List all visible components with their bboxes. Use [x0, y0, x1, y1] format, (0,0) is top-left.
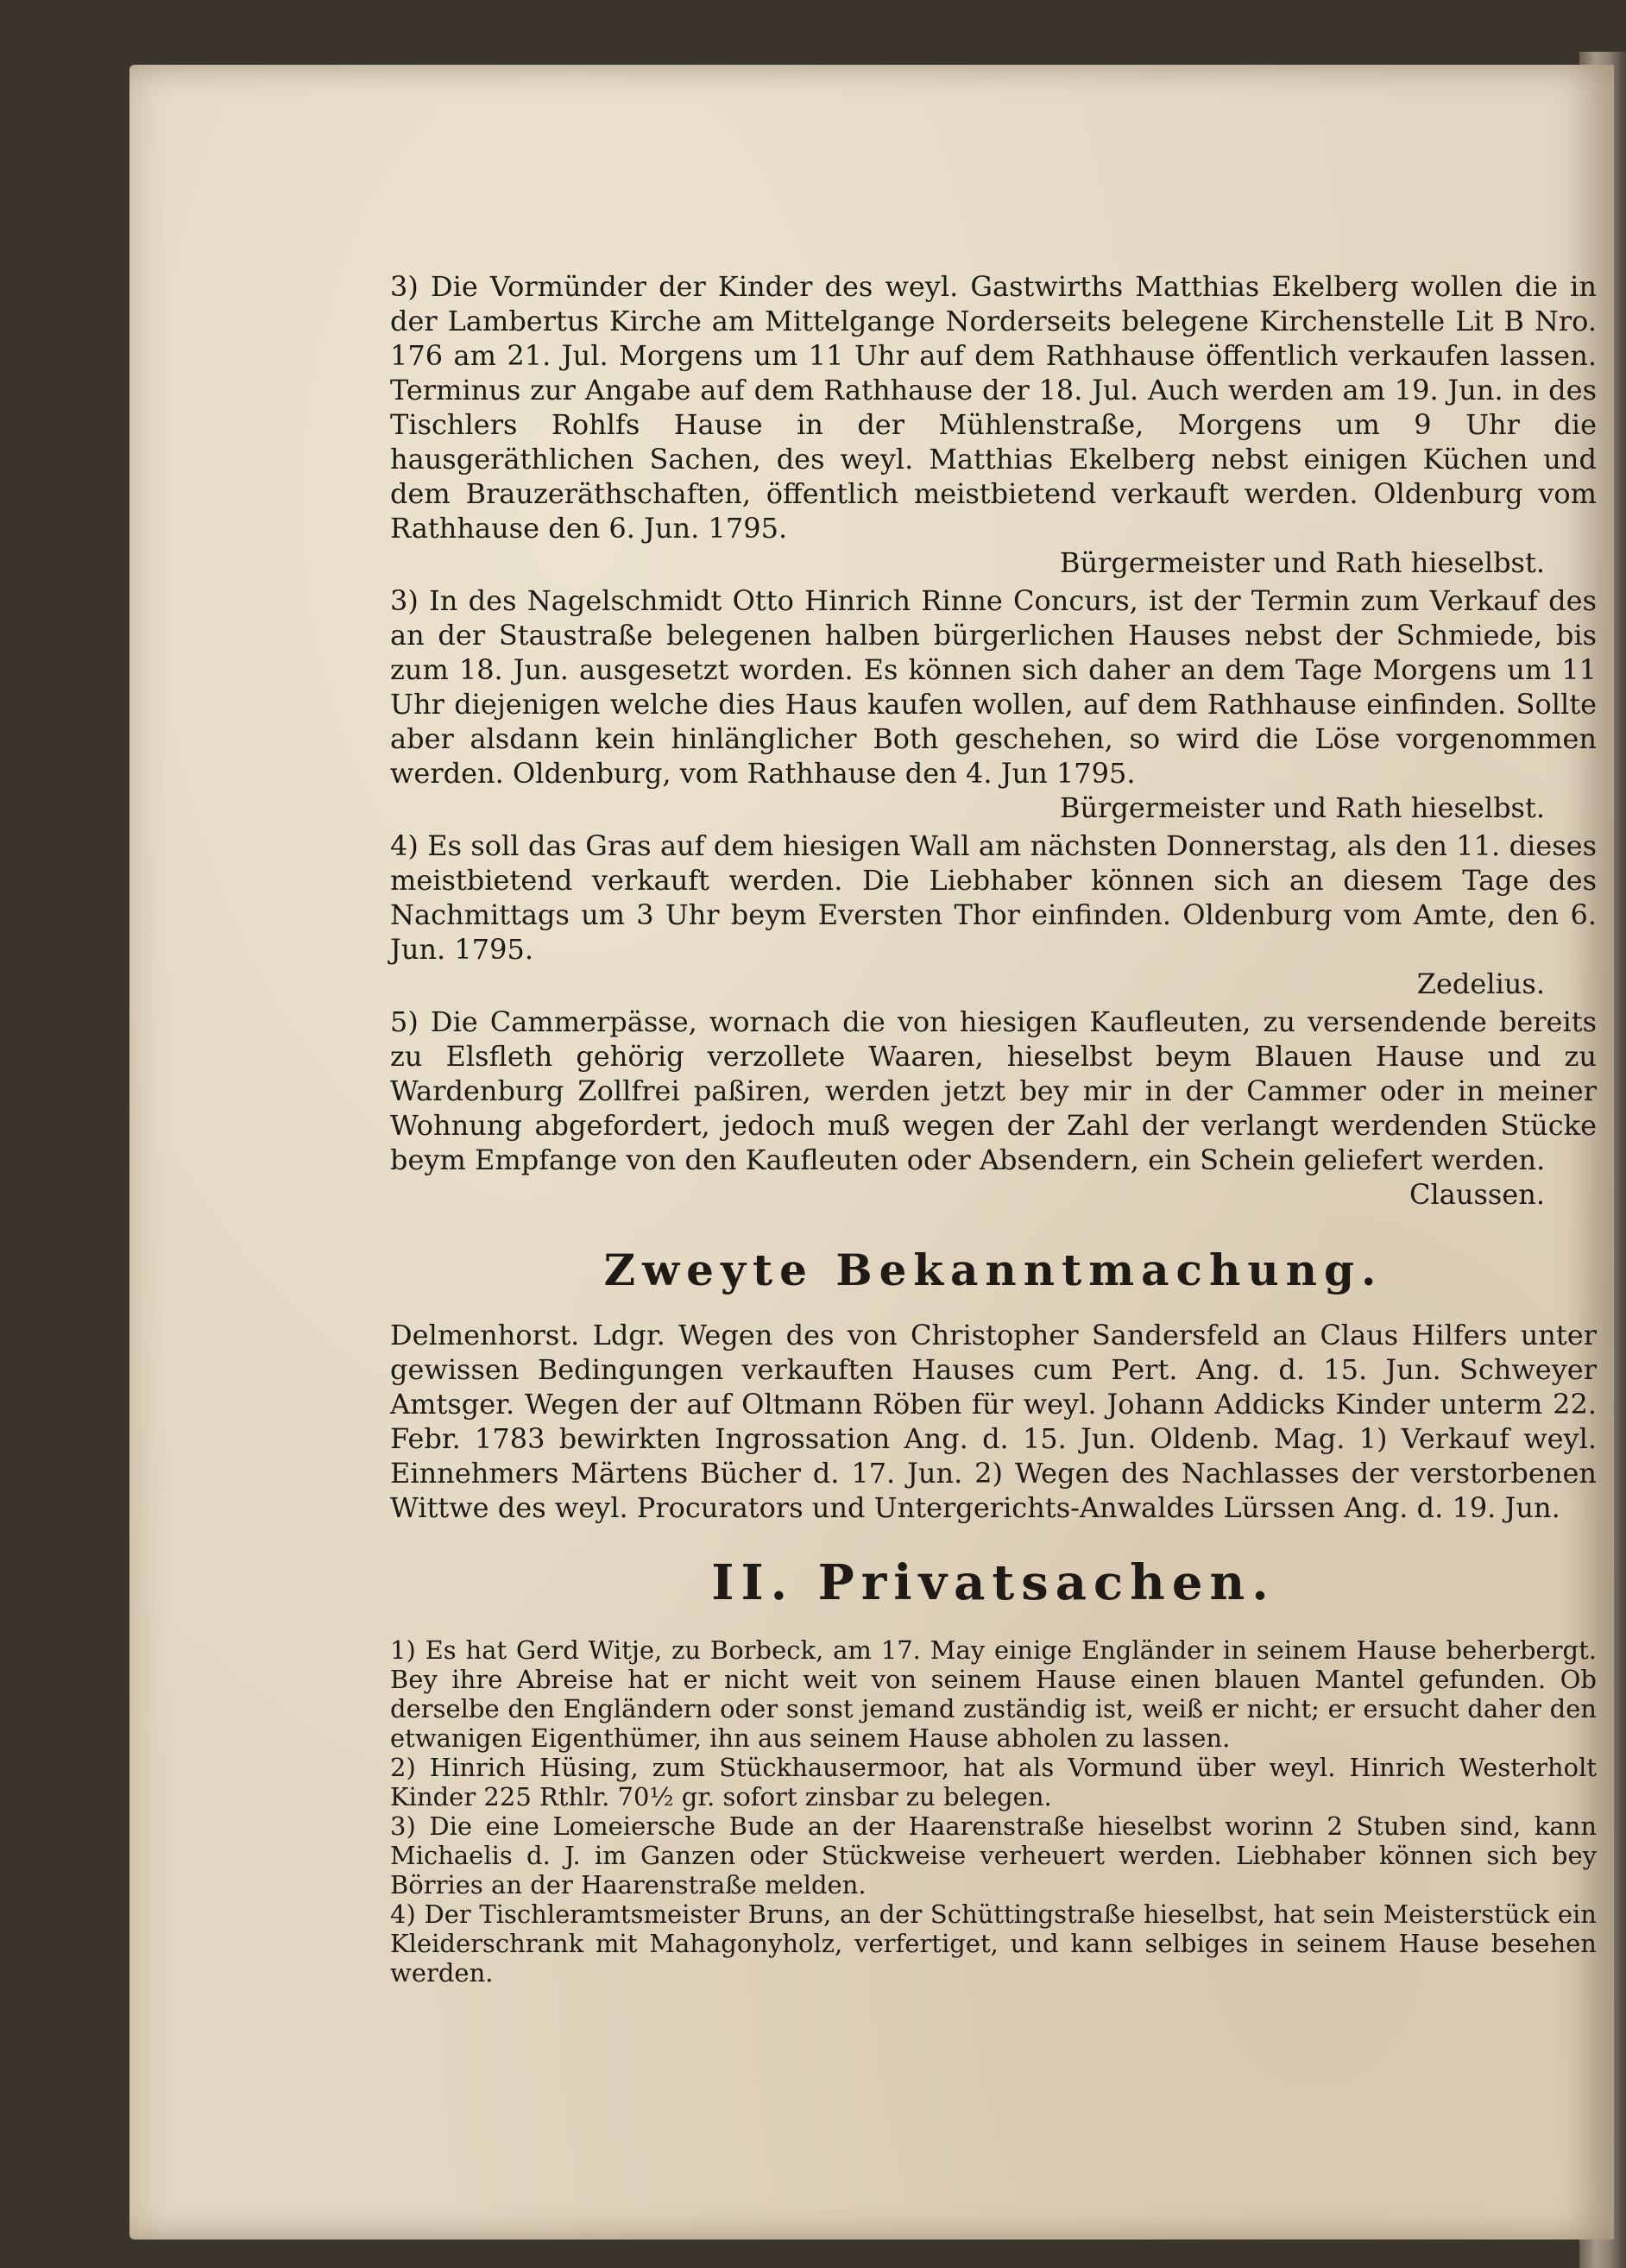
notice-signature: Bürgermeister und Rath hieselbst.: [1059, 791, 1545, 824]
court-notices: Delmenhorst. Ldgr. Wegen des von Christopher Sandersfeld an Claus Hilfers unter gewissen Bedingungen verkauften Hauses cum Pert. Ang. d. 15. Jun. Schweyer Amtsger. Wegen der auf Oltmann Röben für weyl. Johann Addicks Kinder unterm 22. Febr. 1783 bewirkten Ingrossation Ang. d. 15. Jun. Oldenb. Mag. 1) Verkauf weyl. Einnehmers Märtens Bücher d. 17. Jun. 2) Wegen des Nachlasses der verstorbenen Wittwe des weyl. Procurators und Untergerichts-Anwaldes Lürssen Ang. d. 19. Jun.: [390, 1319, 1597, 1524]
notice-item: [390, 269, 1597, 580]
private-item: 3) Die eine Lomeiersche Bude an der Haarenstraße hieselbst worinn 2 Stuben sind, kann Michaelis d. J. im Ganzen oder Stückweise verheuert werden. Liebhaber können sich bey Börries an der Haarenstraße melden.: [390, 1811, 1597, 1899]
notice-signature: Bürgermeister und Rath hieselbst.: [1059, 546, 1545, 579]
section-heading-privatsachen: II. Privatsachen.: [711, 1554, 1276, 1611]
notice-text: 3) In des Nagelschmidt Otto Hinrich Rinne Concurs, ist der Termin zum Verkauf des an der Staustraße belegenen halben bürgerlichen Hauses nebst der Schmiede, bis zum 18. Jun. ausgesetzt worden. Es können sich daher an dem Tage Morgens um 11 Uhr diejenigen welche dies Haus kaufen wollen, auf dem Rathhause einfinden. Sollte aber alsdann kein hinlänglicher Both geschehen, so wird die Löse vorgenommen werden. Oldenburg, vom Rathhause den 4. Jun 1795.: [390, 584, 1597, 790]
notice-text: 5) Die Cammerpässe, wornach die von hiesigen Kaufleuten, zu versendende bereits zu Elsfleth gehörig verzollete Waaren, hieselbst beym Blauen Hause und zu Wardenburg Zollfrei paßiren, werden jetzt bey mir in der Cammer oder in meiner Wohnung abgefordert, jedoch muß wegen der Zahl der verlangt werdenden Stücke beym Empfange von den Kaufleuten oder Absendern, ein Schein geliefert werden.: [390, 1005, 1597, 1176]
notice-signature: Zedelius.: [1416, 967, 1545, 1000]
text-column: [390, 269, 1597, 1988]
notice-text: 3) Die Vormünder der Kinder des weyl. Gastwirths Matthias Ekelberg wollen die in der Lambertus Kirche am Mittelgange Norderseits belegene Kirchenstelle Lit B Nro. 176 am 21. Jul. Morgens um 11 Uhr auf dem Rathhause öffentlich verkaufen lassen. Terminus zur Angabe auf dem Rathhause der 18. Jul. Auch werden am 19. Jun. in des Tischlers Rohlfs Hause in der Mühlenstraße, Morgens um 9 Uhr die hausgeräthlichen Sachen, des weyl. Matthias Ekelberg nebst einigen Küchen und dem Brauzeräthschaften, öffentlich meistbietend verkauft werden. Oldenburg vom Rathhause den 6. Jun. 1795.: [390, 270, 1597, 545]
notice-item: [390, 583, 1597, 825]
section-heading-zweyte: Zweyte Bekanntmachung.: [603, 1244, 1383, 1295]
notice-item: [390, 828, 1597, 1001]
notice-text: 4) Es soll das Gras auf dem hiesigen Wall am nächsten Donnerstag, als den 11. dieses meistbietend verkauft werden. Die Liebhaber können sich an diesem Tage des Nachmittags um 3 Uhr beym Eversten Thor einfinden. Oldenburg vom Amte, den 6. Jun. 1795.: [390, 829, 1597, 966]
private-item: 1) Es hat Gerd Witje, zu Borbeck, am 17. May einige Engländer in seinem Hause beherbergt. Bey ihre Abreise hat er nicht weit von seinem Hause einen blauen Mantel gefunden. Ob derselbe den Engländern oder sonst jemand zuständig ist, weiß er nicht; er ersucht daher den etwanigen Eigenthümer, ihn aus seinem Hause abholen zu lassen.: [390, 1635, 1597, 1753]
private-item: 4) Der Tischleramtsmeister Bruns, an der Schüttingstraße hieselbst, hat sein Meisterstück ein Kleiderschrank mit Mahagonyholz, verfertiget, und kann selbiges in seinem Hause besehen werden.: [390, 1899, 1597, 1988]
notice-signature: Claussen.: [1409, 1178, 1545, 1211]
private-item: 2) Hinrich Hüsing, zum Stückhausermoor, hat als Vormund über weyl. Hinrich Westerholt Kinder 225 Rthlr. 70½ gr. sofort zinsbar zu belegen.: [390, 1753, 1597, 1811]
notice-item: [390, 1005, 1597, 1212]
